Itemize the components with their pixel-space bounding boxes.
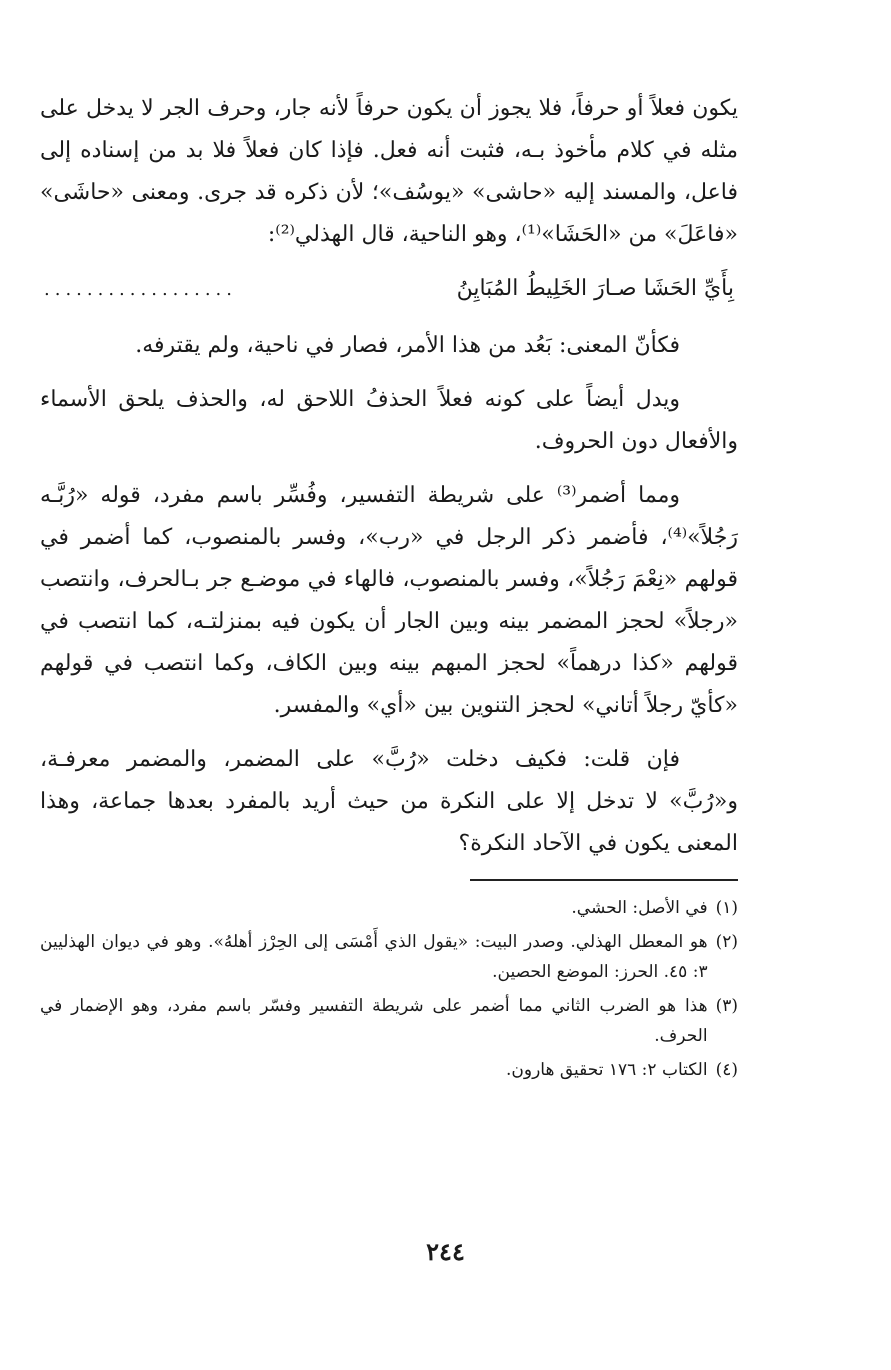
footnote-text: هذا هو الضرب الثاني مما أضمر على شريطة التفسير وفسّر باسم مفرد، وهو الإضمار في الحرف. bbox=[40, 996, 708, 1046]
page-content bbox=[40, 88, 738, 1089]
paragraph-1: يكون فعلاً أو حرفاً، فلا يجوز أن يكون حرفاً لأنه جار، وحرف الجر لا يدخل على مثله في كلام مأخوذ بـه، فثبت أنه فعل. فإذا كان فعلاً فلا بد من إسناده إلى فاعل، والمسند إليه «حاشى» «يوسُف»؛ لأن ذكره قد جرى. ومعنى «حاشَى» «فاعَلَ» من «الحَشَا»⁽¹⁾، وهو الناحية، قال الهذلي⁽²⁾: bbox=[40, 96, 738, 247]
paragraph-3: ويدل أيضاً على كونه فعلاً الحذفُ اللاحق له، والحذف يلحق الأسماء والأفعال دون الحروف. bbox=[40, 387, 738, 454]
footnote-text: في الأصل: الحشي. bbox=[571, 898, 708, 918]
verse-ellipsis: .................. bbox=[44, 279, 237, 300]
footnote-4 bbox=[40, 1055, 738, 1085]
footnote-text: الكتاب ٢: ١٧٦ تحقيق هارون. bbox=[506, 1060, 708, 1080]
paragraph-5: فإن قلت: فكيف دخلت «رُبَّ» على المضمر، والمضمر معرفـة، و«رُبَّ» لا تدخل إلا على النكرة من حيث أريد بالمفرد بعدها جماعة، وهذا المعنى يكون في الآحاد النكرة؟ bbox=[40, 747, 738, 856]
verse-hemistich: بِأَيِّ الحَشَا صـارَ الخَلِيطُ المُبَايِنُ bbox=[456, 276, 734, 301]
footnote-2 bbox=[40, 927, 738, 987]
footnotes bbox=[40, 893, 738, 1085]
footnote-3 bbox=[40, 991, 738, 1051]
footnote-number: (١) bbox=[715, 898, 738, 918]
footnote-separator bbox=[470, 879, 738, 881]
page-number: ٢٤٤ bbox=[426, 1237, 465, 1266]
footnote-1 bbox=[40, 893, 738, 923]
footnote-text: هو المعطل الهذلي. وصدر البيت: «يقول الذي أَمْسَى إلى الحِرْز أهلهُ». وهو في ديوان الهذليين ٣: ٤٥. الحرز: الموضع الحصين. bbox=[40, 932, 708, 982]
footnote-number: (٤) bbox=[715, 1060, 738, 1080]
paragraph-4: ومما أضمر⁽³⁾ على شريطة التفسير، وفُسِّر باسم مفرد، قوله «رُبَّـه رَجُلاً»⁽⁴⁾، فأضمر ذكر الرجل في «رب»، وفسر بالمنصوب، كما أضمر في قولهم «نِعْمَ رَجُلاً»، وفسر بالمنصوب، فالهاء في موضـع جر بـالحرف، وانتصب «رجلاً» لحجز المضمر بينه وبين الجار أن يكون فيه بمنزلتـه، كما انتصب في قولهم «كذا درهماً» لحجز المبهم بينه وبين الكاف، وكما انتصب في قولهم «كأيّ رجلاً أتاني» لحجز التنوين بين «أي» والمفسر. bbox=[40, 483, 738, 718]
paragraph-2: فكأنّ المعنى: بَعُد من هذا الأمر، فصار في ناحية، ولم يقترفه. bbox=[135, 333, 680, 358]
footnote-number: (٣) bbox=[715, 996, 738, 1016]
footnote-number: (٢) bbox=[715, 932, 738, 952]
poetry-verse bbox=[40, 268, 738, 311]
